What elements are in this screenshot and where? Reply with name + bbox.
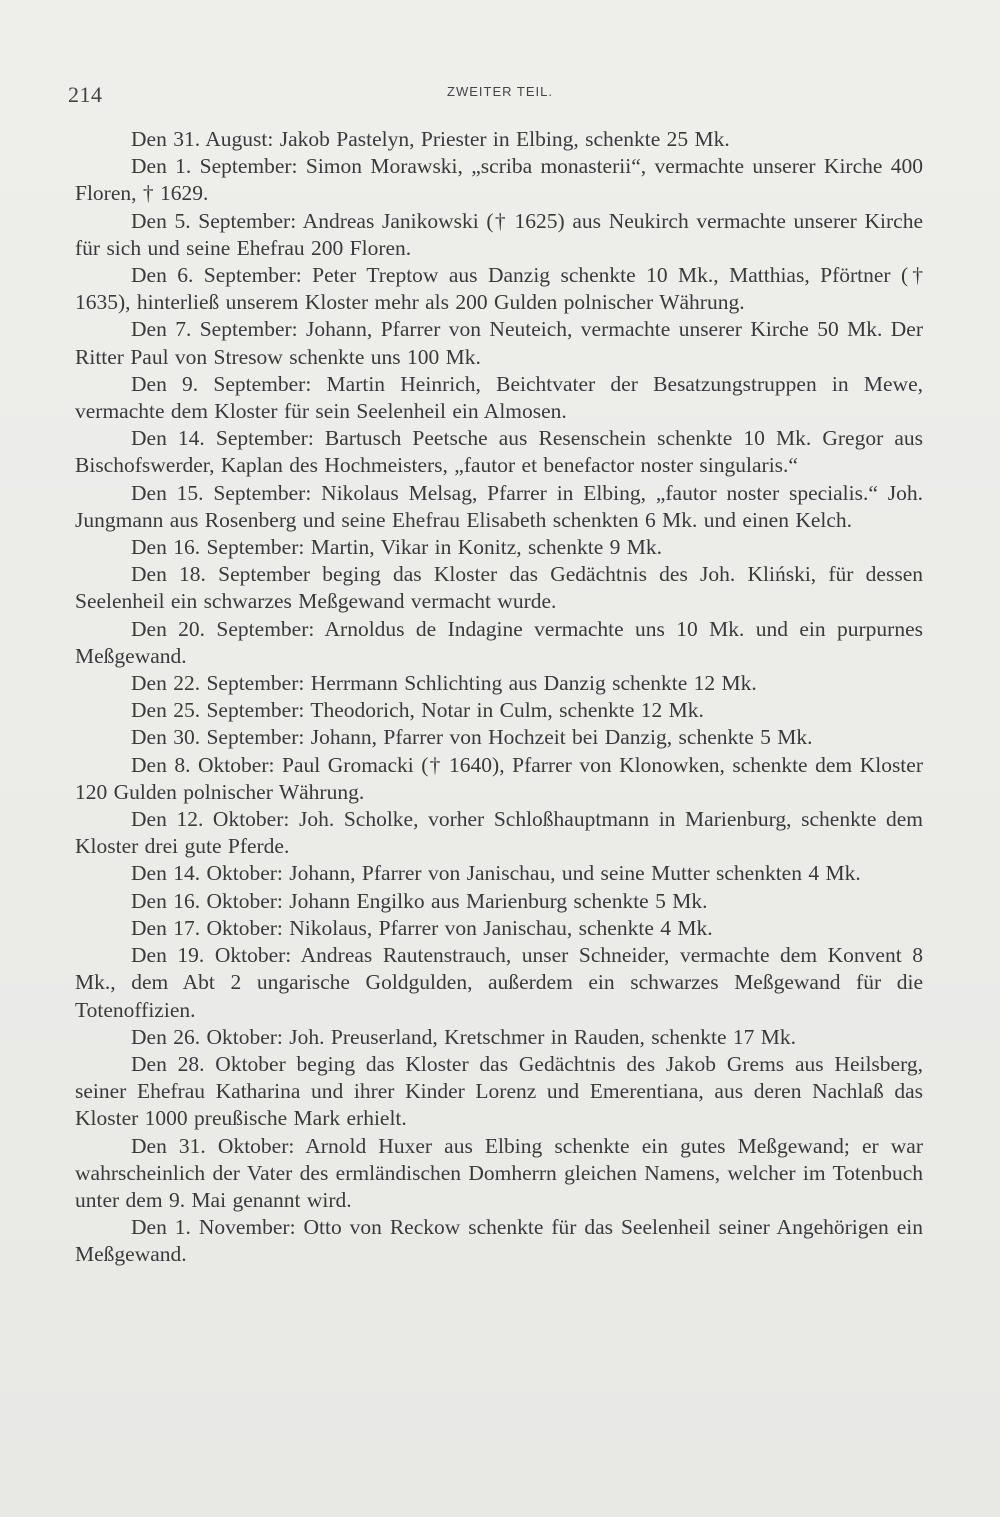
entry-sep-09: Den 9. September: Martin Heinrich, Beichtvater der Besatzungstruppen in Mewe, vermachte dem Kloster für sein Seelenheil ein Almosen. bbox=[75, 371, 923, 424]
entry-sep-30: Den 30. September: Johann, Pfarrer von Hochzeit bei Danzig, schenkte 5 Mk. bbox=[131, 725, 813, 750]
entry-oct-28: Den 28. Oktober beging das Kloster das Gedächtnis des Jakob Grems aus Heilsberg, seiner Ehefrau Katharina und ihrer Kinder Lorenz und Emerentiana, aus deren Nachlaß das Kloster 1000 preußische Mark erhielt. bbox=[75, 1051, 923, 1131]
entry-oct-31: Den 31. Oktober: Arnold Huxer aus Elbing schenkte ein gutes Meßgewand; er war wahrscheinlich der Vater des ermländischen Domherrn gleichen Namens, welcher im Totenbuch unter dem 9. Mai genannt wird. bbox=[75, 1133, 923, 1212]
entry-sep-22: Den 22. September: Herrmann Schlichting aus Danzig schenkte 12 Mk. bbox=[131, 671, 757, 696]
entry-sep-01: Den 1. September: Simon Morawski, „scriba monasterii“, vermachte unserer Kirche 400 Floren, † 1629. bbox=[75, 154, 923, 206]
entry-sep-07: Den 7. September: Johann, Pfarrer von Neuteich, vermachte unserer Kirche 50 Mk. Der Ritter Paul von Stresow schenkte uns 100 Mk. bbox=[75, 317, 923, 369]
entry-aug-31: Den 31. August: Jakob Pastelyn, Priester in Elbing, schenkte 25 Mk. bbox=[131, 127, 730, 151]
entry-oct-17: Den 17. Oktober: Nikolaus, Pfarrer von Janischau, schenkte 4 Mk. bbox=[131, 915, 713, 940]
entry-sep-14: Den 14. September: Bartusch Peetsche aus Resenschein schenkte 10 Mk. Gregor aus Bischofswerder, Kaplan des Hochmeisters, „fautor et benefactor noster singularis.“ bbox=[75, 426, 923, 478]
entry-oct-12: Den 12. Oktober: Joh. Scholke, vorher Schloßhauptmann in Marienburg, schenkte dem Kloster drei gute Pferde. bbox=[75, 807, 923, 859]
entry-oct-08: Den 8. Oktober: Paul Gromacki († 1640), Pfarrer von Klonowken, schenkte dem Kloster 120 Gulden polnischer Währung. bbox=[75, 752, 923, 804]
entry-oct-14: Den 14. Oktober: Johann, Pfarrer von Janischau, und seine Mutter schenkten 4 Mk. bbox=[131, 861, 861, 886]
page-number: 214 bbox=[68, 82, 103, 107]
entry-sep-15: Den 15. September: Nikolaus Melsag, Pfarrer in Elbing, „fautor noster specialis.“ Joh. Jungmann aus Rosenberg und seine Ehefrau Elisabeth schenkten 6 Mk. und einen Kelch. bbox=[75, 480, 923, 532]
entry-oct-19: Den 19. Oktober: Andreas Rautenstrauch, unser Schneider, vermachte dem Konvent 8 Mk., dem Abt 2 ungarische Goldgulden, außerdem ein schwarzes Meßgewand für die Totenoffizien. bbox=[75, 943, 923, 1022]
running-head: ZWEITER TEIL. bbox=[447, 84, 553, 99]
entry-sep-20: Den 20. September: Arnoldus de Indagine vermachte uns 10 Mk. und ein purpurnes Meßgewand. bbox=[75, 616, 923, 668]
entry-sep-18: Den 18. September beging das Kloster das Gedächtnis des Joh. Kliński, für dessen Seelenheil ein schwarzes Meßgewand vermacht wurde. bbox=[75, 562, 923, 614]
entry-sep-06: Den 6. September: Peter Treptow aus Danzig schenkte 10 Mk., Matthias, Pförtner († 1635), hinterließ unserem Kloster mehr als 200 Gulden polnischer Währung. bbox=[75, 263, 923, 315]
entry-nov-01: Den 1. November: Otto von Reckow schenkte für das Seelenheil seiner Angehörigen ein Meßgewand. bbox=[75, 1215, 923, 1267]
entry-oct-26: Den 26. Oktober: Joh. Preuserland, Kretschmer in Rauden, schenkte 17 Mk. bbox=[131, 1024, 797, 1049]
body-text bbox=[75, 126, 923, 1269]
entry-sep-25: Den 25. September: Theodorich, Notar in Culm, schenkte 12 Mk. bbox=[131, 698, 704, 723]
entry-oct-16: Den 16. Oktober: Johann Engilko aus Marienburg schenkte 5 Mk. bbox=[131, 888, 708, 913]
entry-sep-16: Den 16. September: Martin, Vikar in Konitz, schenkte 9 Mk. bbox=[131, 535, 662, 560]
entry-sep-05: Den 5. September: Andreas Janikowski († 1625) aus Neukirch vermachte unserer Kirche für sich und seine Ehefrau 200 Floren. bbox=[75, 208, 923, 260]
